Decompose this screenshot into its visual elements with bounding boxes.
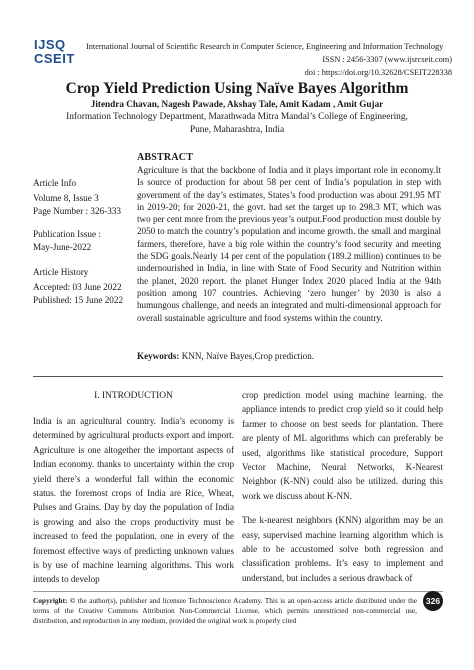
- keywords: [137, 350, 441, 362]
- publication-issue-heading: Publication Issue :: [33, 229, 101, 239]
- affiliation-line-2: Pune, Maharashtra, India: [189, 125, 285, 135]
- page-number-badge: 326: [423, 591, 443, 611]
- logo-top-text: IJSQ: [34, 37, 66, 52]
- abstract-heading: ABSTRACT: [137, 152, 194, 163]
- accepted-date: Accepted: 03 June 2022: [33, 282, 122, 292]
- introduction-right-column: [242, 388, 443, 585]
- paper-title: Crop Yield Prediction Using Naïve Bayes Algorithm: [65, 80, 409, 97]
- published-date: Published: 15 June 2022: [33, 295, 124, 305]
- keywords-value: KNN, Naïve Bayes,Crop prediction.: [179, 351, 315, 361]
- volume-issue: Volume 8, Issue 3: [33, 193, 99, 203]
- footer-divider: [33, 591, 443, 592]
- copyright-label: Copyright: ©: [33, 596, 76, 605]
- article-history-heading: Article History: [33, 267, 89, 277]
- logo-bottom-text: CSEIT: [34, 51, 75, 66]
- page-range: Page Number : 326-333: [33, 206, 122, 216]
- affiliation-line-1: Information Technology Department, Marathwada Mitra Mandal’s College of Engineering,: [66, 112, 408, 122]
- copyright-text: the author(s), publisher and licensee Technoscience Academy. This is an open-access article distributed under the terms of the Creative Commons Attribution Non-Commercial License, which permits unrestricted non-commercial use, distribution, and reproduction in any medium, provided the original work is properly cited: [33, 596, 417, 625]
- copyright-notice: [33, 596, 417, 626]
- journal-name: International Journal of Scientific Research in Computer Science, Engineering and Information Technology: [86, 42, 444, 51]
- introduction-heading: I. INTRODUCTION: [94, 391, 173, 401]
- article-info-heading: Article Info: [33, 178, 77, 188]
- keywords-label: Keywords:: [137, 351, 180, 361]
- doi-line: doi : https://doi.org/10.32628/CSEIT228338: [304, 68, 452, 77]
- publication-issue-value: May-June-2022: [33, 242, 92, 252]
- introduction-paragraph: crop prediction model using machine learning. the appliance intends to predict crop yield so it could help farmer to choose on best seeds for plantation. There are plenty of ML algorithms which can preferably be used, algorithms like statistical procedure, Support Vector Machine, Neural Networks, K-Nearest Neighbor (K-NN) could also be utilized. during this work we discuss about K-NN.: [242, 390, 443, 501]
- section-divider: [33, 376, 443, 377]
- introduction-paragraph: The k-nearest neighbors (KNN) algorithm may be an easy, supervised machine learning algorithm which is able to be accustomed solve both regression and classification problems. It’s easy to implement and understand, but includes a serious drawback of: [242, 515, 443, 583]
- issn-line: ISSN : 2456-3307 (www.ijsrcseit.com): [322, 55, 452, 64]
- journal-logo: [34, 38, 80, 68]
- author-list: Jitendra Chavan, Nagesh Pawade, Akshay Tale, Amit Kadam , Amit Gujar: [90, 99, 384, 109]
- abstract-body: Agriculture is that the backbone of India and it plays important role in economy.It Is source of production for about 58 per cent of India’s population in step with government of the day’s estimates, States’s food production was about 291.95 MT in 2019-20; for 2020-21, the govt. had set the target up to 298.3 MT, which was two per cent more from the previous year’s output.Food production must double by 2050 to match the country’s population and income growth. the small and marginal farmers, therefore, have a big role within the country’s food security and meeting the SDG goals.Nearly 14 per cent of the population (189.2 million) continues to be undernourished in India, in line with State of Food Security and Nutrition within the planet, 2020 report. the planet Hunger Index 2020 placed India at the 94th position among 107 countries. Achieving ‘zero hunger’ by 2030 is also a humungous challenge, and needs an integrated and multi-dimensional approach for overall sustainable agriculture and food systems within the country.: [137, 165, 441, 323]
- introduction-left-column: India is an agricultural country. India’s economy is determined by agricultural products export and import. Agriculture is one altogether the important aspects of Indian economy. thanks to uncertainty within the crop yield there’s a wonderful fall within the economic status. the foremost crops of India are Rice, Wheat, Pulses and Grains. Day by day the population of India is growing and also the crops productivity must be increased to feed the population. one in every of the foremost effective ways of predicting unknown values is by use of machine learning algorithms. This work intends to develop: [33, 416, 234, 585]
